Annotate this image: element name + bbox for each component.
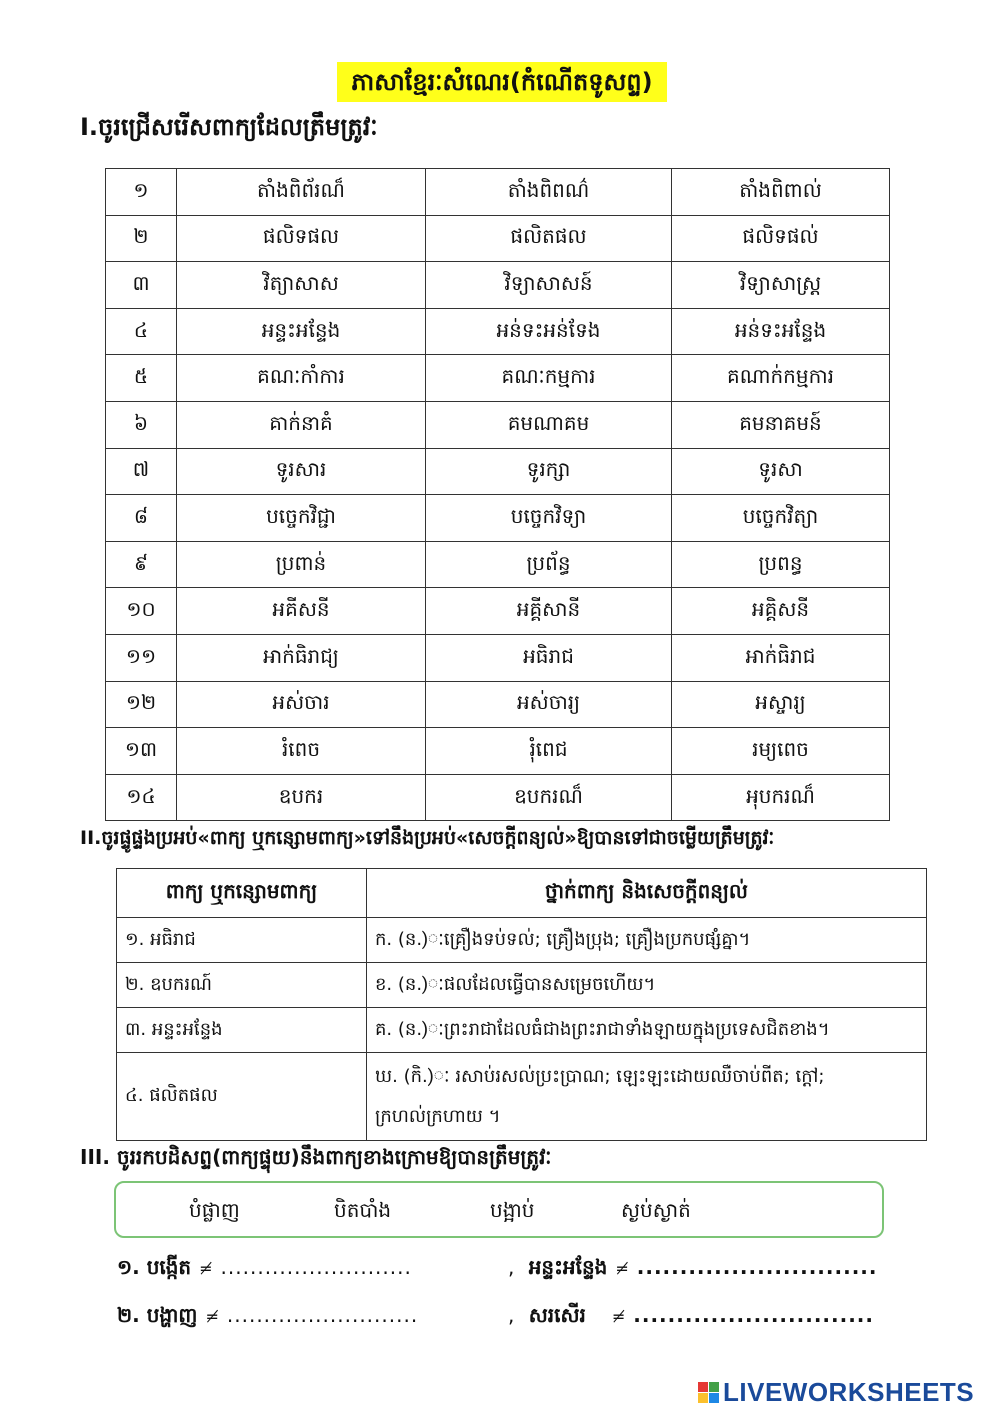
word-choice-row (106, 634, 890, 681)
word-choice-row (106, 215, 890, 262)
matching-definition[interactable]: ខ. (ន.)ៈផលដែលធ្វើបានសម្រេចហើយ។ (367, 963, 927, 1008)
word-bank-item[interactable]: បំផ្លាញ (189, 1198, 240, 1222)
matching-definition[interactable]: គ. (ន.)ៈព្រះរាជាដែលធំជាងព្រះរាជាទាំងឡាយក្នុងប្រទេសជិតខាង។ (367, 1008, 927, 1053)
word-option-b[interactable]: ផលិតផល (426, 215, 672, 262)
section-3-heading: III. ចូររកបដិសព្ទ(ពាក្យផ្ទុយ)នឹងពាក្យខាងក្រោមឱ្យបានត្រឹមត្រូវៈ (80, 1145, 552, 1169)
question-word: សរសើរ (528, 1303, 586, 1327)
word-option-c[interactable]: គមនាគមន៍ (672, 401, 890, 448)
logo-text: LIVEWORKSHEETS (723, 1376, 975, 1407)
not-equal-icon: ≠ (615, 1259, 629, 1278)
word-option-a[interactable]: គាក់នាគំ (177, 401, 426, 448)
word-option-c[interactable]: អាក់ធិរាជ (672, 634, 890, 681)
row-number: ១៣ (106, 728, 177, 775)
word-option-c[interactable]: វិទ្យាសាស្ត្រ (672, 262, 890, 309)
question-2-right (508, 1302, 874, 1332)
definition-line-1: ឃ. (កិ.)ៈ រសាប់រសល់ប្រះប្រាណ; ឡេះឡះដោយឈឺចាប់ពីត; ក្ដៅ; (375, 1065, 825, 1087)
matching-term[interactable]: ២. ឧបករណ៍ (117, 963, 367, 1008)
row-number: ២ (106, 215, 177, 262)
definition-line-2: ក្រហល់ក្រហាយ ។ (375, 1105, 501, 1127)
worksheet-title: ភាសាខ្មែរៈសំណេរ(កំណើតទូសព្ទ) (337, 62, 667, 102)
not-equal-icon: ≠ (611, 1307, 626, 1326)
word-choice-row (106, 774, 890, 821)
word-option-a[interactable]: អន្ទះអន្ទែង (177, 308, 426, 355)
word-option-c[interactable]: រម្យពេច (672, 728, 890, 775)
row-number: ៩ (106, 541, 177, 588)
word-option-a[interactable]: វិត្យាសាស (177, 262, 426, 309)
section-2-heading: II.ចូរផ្ទូផ្ទងប្រអប់«ពាក្យ ឬកន្សោមពាក្យ»ទៅនឹងប្រអប់«សេចក្ដីពន្យល់»ឱ្យបានទៅជាចម្លើយត្រឹមត្រូវៈ (80, 827, 775, 849)
word-option-a[interactable]: អគីសនី (177, 588, 426, 635)
row-number: ៤ (106, 308, 177, 355)
word-option-b[interactable]: បច្ចេកវិទ្យា (426, 495, 672, 542)
word-option-b[interactable]: គមណាគម (426, 401, 672, 448)
word-option-b[interactable]: តាំងពិពណ៌ (426, 169, 672, 216)
row-number: ១០ (106, 588, 177, 635)
answer-blank[interactable]: ............................ (636, 1255, 878, 1279)
not-equal-icon: ≠ (199, 1259, 213, 1278)
word-bank (114, 1181, 884, 1238)
row-number: ១២ (106, 681, 177, 728)
word-option-c[interactable]: អុបករណ៏ (672, 774, 890, 821)
word-option-b[interactable]: ប្រព័ន្ធ (426, 541, 672, 588)
word-choice-table (105, 168, 890, 821)
word-option-b[interactable]: អស់ចារ្យ (426, 681, 672, 728)
question-word: ១. បង្កើត (117, 1255, 192, 1279)
word-option-a[interactable]: អាក់ធិរាជ្យ (177, 634, 426, 681)
answer-blank[interactable]: .......................... (226, 1303, 419, 1327)
answer-blank[interactable]: ............................ (633, 1303, 874, 1327)
word-option-b[interactable]: អគ្គីសានី (426, 588, 672, 635)
row-number: ៥ (106, 355, 177, 402)
word-option-c[interactable]: ទូរសា (672, 448, 890, 495)
word-bank-item[interactable]: បិតបាំង (334, 1198, 392, 1222)
separator-comma: , (508, 1255, 515, 1279)
word-choice-row (106, 262, 890, 309)
row-number: ១៤ (106, 774, 177, 821)
matching-term[interactable]: ៣. អន្ទះអន្ទែង (117, 1008, 367, 1053)
word-choice-row (106, 541, 890, 588)
matching-term[interactable]: ៤. ផលិតផល (117, 1053, 367, 1141)
word-choice-row (106, 588, 890, 635)
word-option-a[interactable]: ឧបករ (177, 774, 426, 821)
word-bank-item[interactable]: ស្ងប់ស្ងាត់ (621, 1198, 691, 1222)
row-number: ១ (106, 169, 177, 216)
word-option-c[interactable]: គណាក់កម្មការ (672, 355, 890, 402)
word-choice-row (106, 355, 890, 402)
word-choice-row (106, 728, 890, 775)
row-number: ៧ (106, 448, 177, 495)
word-option-b[interactable]: វិទ្យាសាសន៍ (426, 262, 672, 309)
logo-grid-icon (698, 1382, 719, 1403)
matching-col-definitions-header: ថ្នាក់ពាក្យ និងសេចក្ដីពន្យល់ (367, 869, 927, 918)
liveworksheets-logo[interactable] (698, 1377, 974, 1407)
row-number: ៦ (106, 401, 177, 448)
word-choice-row (106, 401, 890, 448)
word-option-a[interactable]: ប្រពាន់ (177, 541, 426, 588)
word-option-a[interactable]: រំពេច (177, 728, 426, 775)
not-equal-icon: ≠ (205, 1307, 219, 1326)
matching-term[interactable]: ១. អធិរាជ (117, 918, 367, 963)
matching-row (117, 1053, 927, 1141)
word-choice-row (106, 448, 890, 495)
word-option-c[interactable]: ផលិទផល់ (672, 215, 890, 262)
word-option-b[interactable]: អន់ទះអន់ទែង (426, 308, 672, 355)
row-number: ៣ (106, 262, 177, 309)
question-word: ២. បង្ហាញ (117, 1303, 198, 1327)
row-number: ៨ (106, 495, 177, 542)
word-option-c[interactable]: អន់ទះអន្ទែង (672, 308, 890, 355)
word-option-a[interactable]: បច្ចេកវិជ្ជា (177, 495, 426, 542)
word-choice-row (106, 681, 890, 728)
word-choice-row (106, 308, 890, 355)
word-choice-row (106, 169, 890, 216)
word-option-b[interactable]: ទូរក្សា (426, 448, 672, 495)
separator-comma: , (508, 1303, 515, 1327)
row-number: ១១ (106, 634, 177, 681)
question-1-right (508, 1254, 877, 1284)
word-option-b[interactable]: គណៈកម្មការ (426, 355, 672, 402)
matching-row (117, 1008, 927, 1053)
word-option-c[interactable]: បច្ចេកវិត្យា (672, 495, 890, 542)
word-option-c[interactable]: តាំងពិពាល់ (672, 169, 890, 216)
word-option-b[interactable]: ឧបករណ៏ (426, 774, 672, 821)
word-option-a[interactable]: ទូរសារ (177, 448, 426, 495)
matching-col-terms-header: ពាក្យ ឬកន្សោមពាក្យ (117, 869, 367, 918)
word-option-c[interactable]: អគ្គិសនី (672, 588, 890, 635)
question-2-left (117, 1302, 418, 1332)
word-choice-row (106, 495, 890, 542)
word-option-b[interactable]: អធិរាជ (426, 634, 672, 681)
matching-definition[interactable]: ក. (ន.)ៈគ្រឿងទប់ទល់; គ្រឿងប្រុង; គ្រឿងប្រកបផ្សំគ្នា។ (367, 918, 927, 963)
word-option-c[interactable]: ប្រពន្ធ (672, 541, 890, 588)
word-option-a[interactable]: តាំងពិព័រណ៏ (177, 169, 426, 216)
word-option-a[interactable]: គណៈកាំការ (177, 355, 426, 402)
word-bank-item[interactable]: បង្អាប់ (490, 1198, 535, 1222)
section-1-heading: I.ចូរជ្រើសរើសពាក្យដែលត្រឹមត្រូវៈ (80, 113, 378, 141)
matching-row (117, 963, 927, 1008)
word-option-a[interactable]: អស់ចារ (177, 681, 426, 728)
word-option-a[interactable]: ផលិទផល (177, 215, 426, 262)
question-word: អន្ទះអន្ទែង (528, 1255, 608, 1279)
word-option-c[interactable]: អស្ចារ្យ (672, 681, 890, 728)
question-1-left (117, 1254, 412, 1284)
word-option-b[interactable]: រុំពេជ (426, 728, 672, 775)
matching-table (116, 868, 927, 1141)
matching-row (117, 918, 927, 963)
matching-definition[interactable] (367, 1053, 927, 1141)
answer-blank[interactable]: .......................... (220, 1255, 412, 1279)
